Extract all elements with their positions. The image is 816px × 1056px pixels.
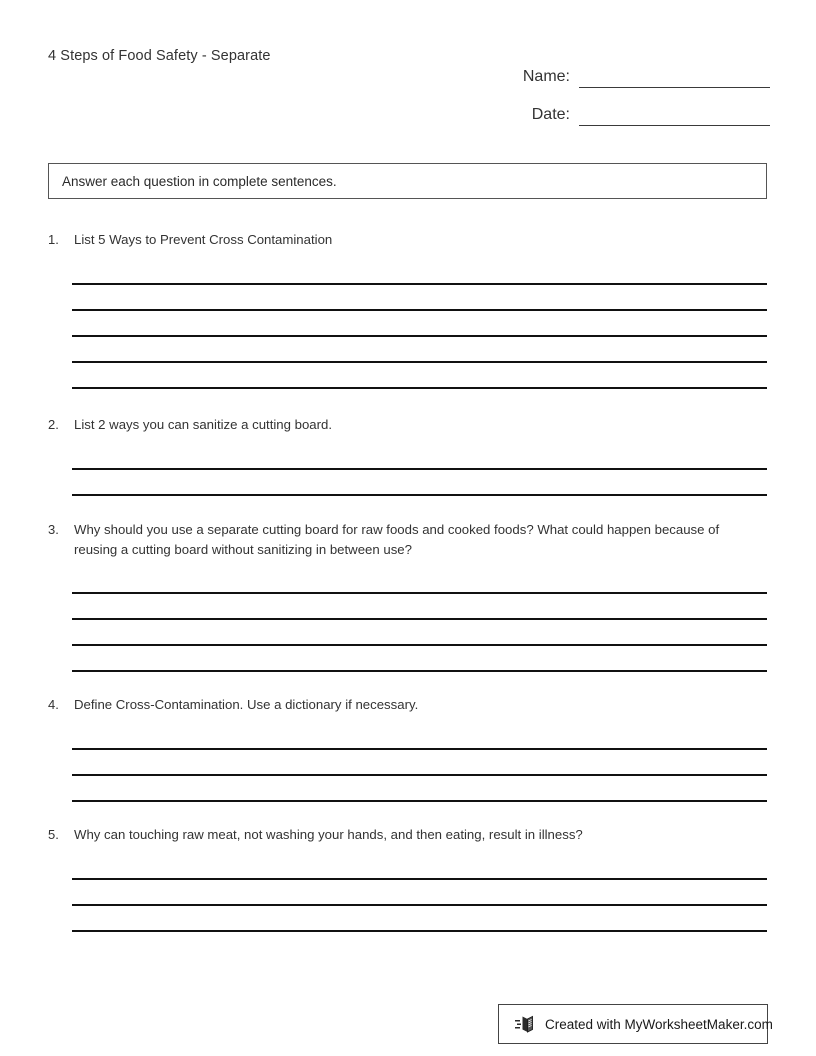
answer-line[interactable] xyxy=(72,620,767,646)
question-heading xyxy=(48,695,767,715)
name-field-input[interactable] xyxy=(579,67,770,88)
answer-line[interactable] xyxy=(72,337,767,363)
answer-line[interactable] xyxy=(72,311,767,337)
answer-line[interactable] xyxy=(72,880,767,906)
question-text: Define Cross-Contamination. Use a dictionary if necessary. xyxy=(74,697,419,712)
question-block xyxy=(48,520,767,672)
name-field-row xyxy=(470,50,770,88)
question-heading xyxy=(48,230,767,250)
date-field-label: Date: xyxy=(531,106,570,123)
answer-lines xyxy=(48,724,767,802)
question-number: 5. xyxy=(48,827,59,842)
answer-lines xyxy=(48,259,767,389)
question-number: 3. xyxy=(48,522,59,537)
answer-lines xyxy=(48,444,767,496)
answer-line[interactable] xyxy=(72,568,767,594)
answer-lines xyxy=(48,854,767,932)
question-text: Why can touching raw meat, not washing your hands, and then eating, result in illness? xyxy=(74,827,583,842)
answer-line[interactable] xyxy=(72,646,767,672)
answer-line[interactable] xyxy=(72,444,767,470)
name-field-label: Name: xyxy=(522,68,570,85)
question-block xyxy=(48,825,767,932)
answer-lines xyxy=(48,568,767,672)
answer-line[interactable] xyxy=(72,750,767,776)
question-heading xyxy=(48,520,767,559)
answer-line[interactable] xyxy=(72,776,767,802)
answer-line[interactable] xyxy=(72,724,767,750)
question-number: 4. xyxy=(48,697,59,712)
question-block xyxy=(48,415,767,496)
question-heading xyxy=(48,415,767,435)
question-text: Why should you use a separate cutting board for raw foods and cooked foods? What could happen because of reusing a cutting board without sanitizing in between use? xyxy=(74,522,720,557)
worksheet-maker-logo-icon xyxy=(513,1011,539,1037)
date-field-row xyxy=(470,88,770,126)
question-block xyxy=(48,695,767,802)
page-title: 4 Steps of Food Safety - Separate xyxy=(48,48,271,64)
answer-line[interactable] xyxy=(72,854,767,880)
footer-badge xyxy=(498,1004,773,1044)
question-heading xyxy=(48,825,767,845)
instruction-text: Answer each question in complete sentences. xyxy=(62,173,337,189)
question-block xyxy=(48,230,767,389)
answer-line[interactable] xyxy=(72,285,767,311)
name-date-fields xyxy=(470,50,770,126)
answer-line[interactable] xyxy=(72,906,767,932)
answer-line[interactable] xyxy=(72,259,767,285)
question-number: 2. xyxy=(48,417,59,432)
answer-line[interactable] xyxy=(72,470,767,496)
instruction-box xyxy=(48,163,767,199)
question-number: 1. xyxy=(48,232,59,247)
answer-line[interactable] xyxy=(72,594,767,620)
footer-credit-text: Created with MyWorksheetMaker.com xyxy=(545,1016,773,1032)
answer-line[interactable] xyxy=(72,363,767,389)
question-text: List 2 ways you can sanitize a cutting board. xyxy=(74,417,333,432)
question-text: List 5 Ways to Prevent Cross Contamination xyxy=(74,232,333,247)
date-field-input[interactable] xyxy=(579,105,770,126)
